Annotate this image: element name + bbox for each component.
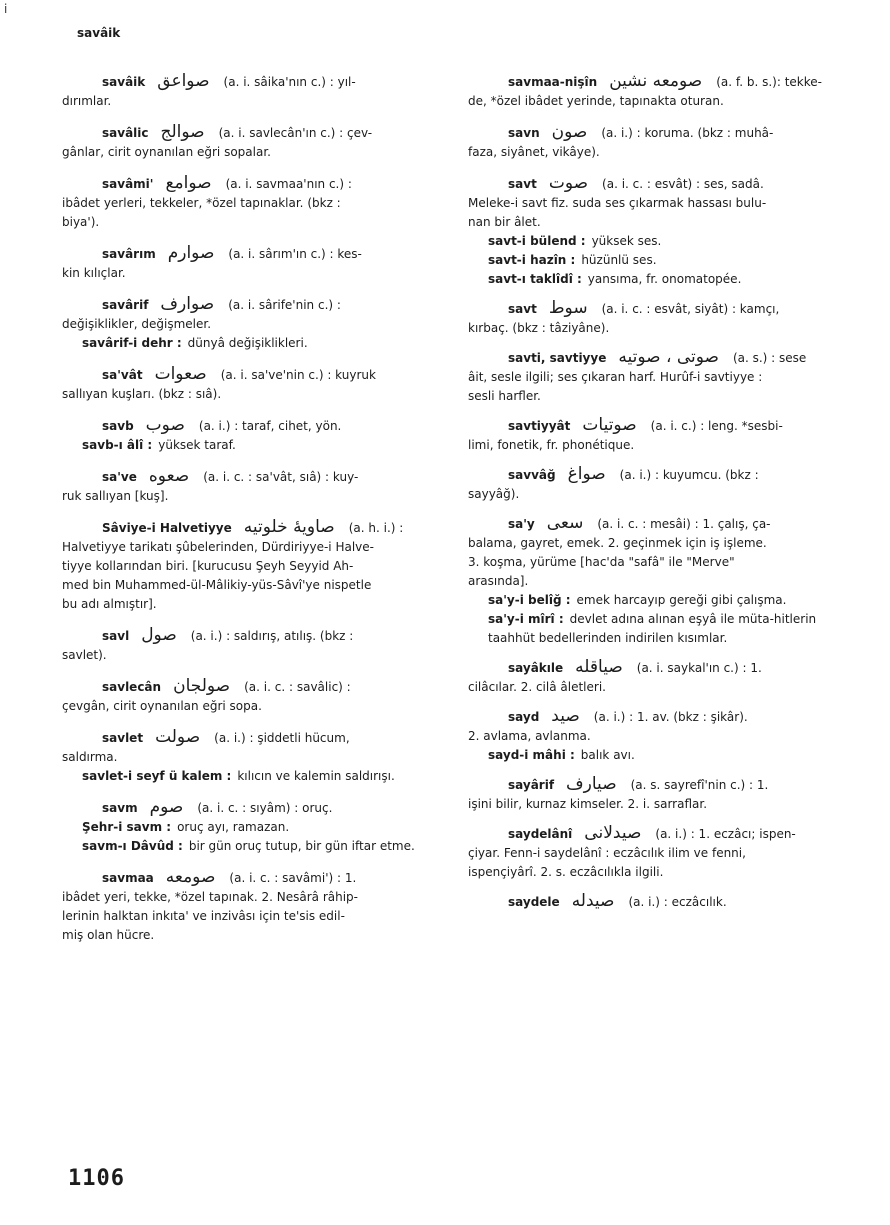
dictionary-entry	[62, 467, 440, 506]
entry-subentry	[62, 767, 440, 786]
entry-arabic-script: صيدله	[571, 891, 615, 911]
entry-definition-line: (a. i. savlecân'ın c.) : çev-	[218, 126, 373, 140]
entry-headword: sa'y	[508, 517, 535, 531]
entry-arabic-script: صوم	[149, 797, 184, 817]
dictionary-entry	[62, 626, 440, 665]
entry-arabic-script: صيارف	[566, 774, 617, 794]
entry-first-line	[62, 626, 440, 646]
entry-definition-line: miş olan hücre.	[62, 928, 155, 942]
dictionary-entry	[62, 798, 440, 856]
entry-arabic-script: صاويهٔ خلوتيه	[243, 517, 335, 537]
entry-first-line	[468, 174, 846, 194]
entry-first-line	[62, 518, 440, 538]
entry-first-line	[62, 467, 440, 487]
entry-definition-line: ispençiyârî. 2. s. eczâcılıkla ilgili.	[468, 865, 664, 879]
entry-headword: savârım	[102, 247, 156, 261]
entry-arabic-script: صومعه	[165, 867, 216, 887]
entry-definition-line: (a. h. i.) :	[348, 521, 404, 535]
entry-subentry	[468, 270, 846, 289]
entry-arabic-script: سعى	[546, 513, 584, 533]
entry-headword: savb	[102, 419, 134, 433]
entry-first-line	[62, 416, 440, 436]
entry-headword: savmaa-nişîn	[508, 75, 598, 89]
entry-arabic-script: صول	[141, 625, 177, 645]
entry-first-line	[468, 775, 846, 795]
entry-subentry	[468, 251, 846, 270]
entry-first-line	[62, 72, 440, 92]
entry-definition-line: faza, siyânet, vikâye).	[468, 145, 600, 159]
dictionary-entry	[62, 728, 440, 786]
dictionary-entry	[62, 72, 440, 111]
entry-first-line	[468, 72, 846, 92]
dictionary-entry	[468, 72, 846, 111]
entry-definition-line: lerinin halktan inkıta' ve inzivâsı için te'sis edil-	[62, 909, 345, 923]
entry-headword: savl	[102, 629, 130, 643]
entry-definition-line: limi, fonetik, fr. phonétique.	[468, 438, 635, 452]
dictionary-entry	[62, 518, 440, 614]
subentry-headword: savm-ı Dâvûd :	[82, 839, 183, 853]
entry-first-line	[62, 677, 440, 697]
entry-arabic-script: صوتى ، صوتيه	[618, 347, 719, 367]
entry-definition-line: de, *özel ibâdet yerinde, tapınakta oturan.	[468, 94, 724, 108]
entry-first-line	[62, 868, 440, 888]
entry-headword: savlecân	[102, 680, 162, 694]
dictionary-entry	[468, 707, 846, 765]
entry-definition-line: (a. i.) : saldırış, atılış. (bkz :	[190, 629, 354, 643]
entry-definition-line: (a. i. sa've'nin c.) : kuyruk	[220, 368, 376, 382]
subentry-headword: sayd-i mâhi :	[488, 748, 575, 762]
entry-arabic-script: صوارم	[167, 243, 215, 263]
subentry-definition: yüksek ses.	[591, 234, 662, 248]
entry-first-line	[468, 348, 846, 368]
entry-definition-line: değişiklikler, değişmeler.	[62, 317, 212, 331]
entry-subentry	[468, 610, 846, 648]
entry-definition-line: sallıyan kuşları. (bkz : sıâ).	[62, 387, 222, 401]
subentry-headword: savlet-i seyf ü kalem :	[82, 769, 232, 783]
entry-definition-line: biya').	[62, 215, 100, 229]
entry-headword: sayârif	[508, 778, 555, 792]
subentry-definition: emek harcayıp gereği gibi çalışma.	[576, 593, 787, 607]
entry-first-line	[62, 295, 440, 315]
entry-arabic-script: صيدلانى	[584, 823, 642, 843]
subentry-definition: yüksek taraf.	[158, 438, 236, 452]
entry-arabic-script: صوت	[548, 173, 589, 193]
entry-first-line	[62, 244, 440, 264]
dictionary-entry	[62, 416, 440, 455]
entry-definition-line: (a. i. c. : savâmi') : 1.	[229, 871, 357, 885]
subentry-headword: savt-ı taklîdî :	[488, 272, 582, 286]
entry-headword: Sâviye-i Halvetiyye	[102, 521, 232, 535]
entry-definition-line: (a. f. b. s.): tekke-	[716, 75, 822, 89]
entry-definition-line: Meleke-i savt fiz. suda ses çıkarmak hassası bulu-	[468, 196, 767, 210]
left-column	[62, 72, 440, 945]
corner-mark: ⅰ	[4, 2, 8, 16]
entry-first-line	[62, 123, 440, 143]
entry-arabic-script: صيد	[551, 706, 580, 726]
entry-arabic-script: صياقله	[575, 657, 623, 677]
entry-first-line	[468, 514, 846, 534]
entry-subentry	[62, 837, 440, 856]
subentry-headword: savt-i hazîn :	[488, 253, 576, 267]
subentry-definition: kılıcın ve kalemin saldırışı.	[237, 769, 395, 783]
entry-definition-line: savlet).	[62, 648, 107, 662]
entry-definition-line: ibâdet yeri, tekke, *özel tapınak. 2. Nesârâ râhip-	[62, 890, 358, 904]
dictionary-entry	[468, 465, 846, 504]
entry-arabic-script: صعوه	[148, 466, 190, 486]
entry-definition-line: (a. i. c. : sıyâm) : oruç.	[197, 801, 333, 815]
entry-definition-line: (a. i. c. : esvât) : ses, sadâ.	[602, 177, 764, 191]
entry-headword: savt	[508, 177, 537, 191]
entry-definition-line: cilâcılar. 2. cilâ âletleri.	[468, 680, 606, 694]
entry-definition-line: ibâdet yerleri, tekkeler, *özel tapınaklar. (bkz :	[62, 196, 341, 210]
entry-arabic-script: سوط	[548, 298, 588, 318]
entry-arabic-script: صولجان	[173, 676, 231, 696]
subentry-headword: savt-i bülend :	[488, 234, 586, 248]
entry-headword: savt	[508, 302, 537, 316]
dictionary-entry	[62, 123, 440, 162]
entry-arabic-script: صون	[551, 122, 588, 142]
entry-headword: sayâkıle	[508, 661, 564, 675]
entry-headword: sa've	[102, 470, 137, 484]
dictionary-entry	[468, 123, 846, 162]
entry-first-line	[468, 707, 846, 727]
entry-arabic-script: صوالج	[160, 122, 205, 142]
entry-subentry	[62, 334, 440, 353]
subentry-definition: dünyâ değişiklikleri.	[187, 336, 308, 350]
entry-definition-line: (a. i.) : eczâcılık.	[628, 895, 727, 909]
dictionary-entry	[62, 868, 440, 945]
subentry-headword: sa'y-i mîrî :	[488, 612, 564, 626]
entry-definition-line: (a. i. sârife'nin c.) :	[228, 298, 341, 312]
entry-definition-line: dırımlar.	[62, 94, 112, 108]
entry-definition-line: (a. i. sârım'ın c.) : kes-	[228, 247, 362, 261]
entry-arabic-script: صومعه نشين	[609, 71, 703, 91]
right-column	[468, 72, 846, 912]
entry-headword: savvâğ	[508, 468, 556, 482]
entry-first-line	[468, 299, 846, 319]
entry-definition-line: (a. i.) : şiddetli hücum,	[214, 731, 350, 745]
entry-subentry	[62, 436, 440, 455]
entry-arabic-script: صوب	[145, 415, 185, 435]
subentry-definition: hüzünlü ses.	[581, 253, 657, 267]
entry-definition-line: (a. i. savmaa'nın c.) :	[225, 177, 352, 191]
entry-headword: savm	[102, 801, 138, 815]
entry-headword: savn	[508, 126, 540, 140]
entry-first-line	[468, 658, 846, 678]
entry-definition-line: (a. i. c. : savâlic) :	[244, 680, 351, 694]
entry-definition-line: gânlar, cirit oynanılan eğri sopalar.	[62, 145, 271, 159]
dictionary-entry	[62, 365, 440, 404]
subentry-headword: savb-ı âlî :	[82, 438, 153, 452]
entry-definition-line: kırbaç. (bkz : tâziyâne).	[468, 321, 610, 335]
entry-subentry	[62, 818, 440, 837]
dictionary-entry	[62, 244, 440, 283]
entry-definition-line: arasında].	[468, 574, 529, 588]
subentry-definition: oruç ayı, ramazan.	[177, 820, 290, 834]
entry-headword: sa'vât	[102, 368, 143, 382]
subentry-definition: devlet adına alınan eşyâ ile müta-hitlerin taahhüt bedellerinden indirilen kısımlar.	[488, 612, 817, 645]
entry-definition-line: 3. koşma, yürüme [hac'da "safâ" ile "Merve"	[468, 555, 735, 569]
dictionary-entry	[62, 677, 440, 716]
entry-definition-line: bu adı almıştır].	[62, 597, 157, 611]
entry-definition-line: çiyar. Fenn-i saydelânî : eczâcılık ilim ve fenni,	[468, 846, 746, 860]
entry-first-line	[62, 798, 440, 818]
entry-definition-line: (a. i.) : 1. eczâcı; ispen-	[655, 827, 796, 841]
entry-definition-line: çevgân, cirit oynanılan eğri sopa.	[62, 699, 262, 713]
entry-definition-line: (a. i. c. : esvât, siyât) : kamçı,	[601, 302, 780, 316]
entry-headword: savmaa	[102, 871, 154, 885]
entry-headword: sayd	[508, 710, 540, 724]
entry-first-line	[62, 174, 440, 194]
entry-first-line	[62, 365, 440, 385]
running-head: savâik	[77, 26, 121, 40]
entry-definition-line: sayyâğ).	[468, 487, 520, 501]
entry-arabic-script: صوارف	[160, 294, 215, 314]
entry-definition-line: işini bilir, kurnaz kimseler. 2. i. sarraflar.	[468, 797, 708, 811]
entry-definition-line: nan bir âlet.	[468, 215, 541, 229]
entry-definition-line: (a. s. sayrefî'nin c.) : 1.	[630, 778, 769, 792]
entry-arabic-script: صوامع	[165, 173, 212, 193]
entry-arabic-script: صعوات	[154, 364, 207, 384]
subentry-definition: yansıma, fr. onomatopée.	[587, 272, 742, 286]
entry-definition-line: (a. i.) : koruma. (bkz : muhâ-	[601, 126, 774, 140]
subentry-headword: savârif-i dehr :	[82, 336, 182, 350]
entry-arabic-script: صواعق	[157, 71, 210, 91]
entry-subentry	[468, 232, 846, 251]
entry-definition-line: ruk sallıyan [kuş].	[62, 489, 169, 503]
subentry-headword: sa'y-i belîğ :	[488, 593, 571, 607]
dictionary-entry	[62, 174, 440, 232]
dictionary-entry	[468, 416, 846, 455]
entry-definition-line: (a. i. sâika'nın c.) : yıl-	[223, 75, 356, 89]
entry-headword: savâmi'	[102, 177, 154, 191]
entry-definition-line: (a. i.) : taraf, cihet, yön.	[198, 419, 342, 433]
entry-definition-line: (a. i. c.) : leng. *sesbi-	[650, 419, 783, 433]
dictionary-entry	[468, 348, 846, 406]
entry-first-line	[468, 123, 846, 143]
entry-first-line	[468, 465, 846, 485]
entry-definition-line: kin kılıçlar.	[62, 266, 126, 280]
page-number: 1106	[68, 1166, 125, 1191]
dictionary-entry	[468, 514, 846, 648]
entry-definition-line: (a. i. saykal'ın c.) : 1.	[636, 661, 762, 675]
entry-headword: savâlic	[102, 126, 149, 140]
entry-subentry	[468, 591, 846, 610]
subentry-definition: bir gün oruç tutup, bir gün iftar etme.	[188, 839, 415, 853]
entry-first-line	[468, 416, 846, 436]
entry-definition-line: (a. i.) : kuyumcu. (bkz :	[619, 468, 759, 482]
entry-definition-line: (a. i. c. : sa'vât, sıâ) : kuy-	[203, 470, 359, 484]
entry-headword: savâik	[102, 75, 146, 89]
dictionary-entry	[468, 658, 846, 697]
entry-definition-line: (a. i.) : 1. av. (bkz : şikâr).	[593, 710, 748, 724]
dictionary-entry	[468, 775, 846, 814]
entry-arabic-script: صواغ	[567, 464, 606, 484]
entry-subentry	[468, 746, 846, 765]
dictionary-entry	[468, 892, 846, 912]
dictionary-entry	[62, 295, 440, 353]
subentry-definition: balık avı.	[580, 748, 635, 762]
dictionary-entry	[468, 299, 846, 338]
dictionary-entry	[468, 174, 846, 289]
entry-definition-line: sesli harfler.	[468, 389, 541, 403]
entry-definition-line: balama, gayret, emek. 2. geçinmek için iş işleme.	[468, 536, 767, 550]
entry-arabic-script: صولت	[155, 727, 201, 747]
dictionary-entry	[468, 824, 846, 882]
entry-definition-line: (a. i. c. : mesâi) : 1. çalış, ça-	[597, 517, 771, 531]
entry-first-line	[468, 824, 846, 844]
entry-first-line	[62, 728, 440, 748]
entry-definition-line: (a. s.) : sese	[732, 351, 807, 365]
entry-headword: savârif	[102, 298, 149, 312]
entry-definition-line: med bin Muhammed-ül-Mâlikiy-yüs-Sâvî'ye nispetle	[62, 578, 372, 592]
entry-definition-line: âit, sesle ilgili; ses çıkaran harf. Hurûf-i savtiyye :	[468, 370, 763, 384]
entry-definition-line: 2. avlama, avlanma.	[468, 729, 591, 743]
entry-definition-line: tiyye kollarından biri. [kurucusu Şeyh Seyyid Ah-	[62, 559, 354, 573]
entry-arabic-script: صوتيات	[582, 415, 637, 435]
entry-definition-line: Halvetiyye tarikatı şûbelerinden, Dürdiriyye-i Halve-	[62, 540, 374, 554]
entry-headword: saydele	[508, 895, 560, 909]
entry-headword: savti, savtiyye	[508, 351, 607, 365]
entry-headword: savlet	[102, 731, 144, 745]
entry-definition-line: saldırma.	[62, 750, 118, 764]
entry-headword: saydelânî	[508, 827, 573, 841]
subentry-headword: Şehr-i savm :	[82, 820, 172, 834]
entry-first-line	[468, 892, 846, 912]
entry-headword: savtiyyât	[508, 419, 571, 433]
